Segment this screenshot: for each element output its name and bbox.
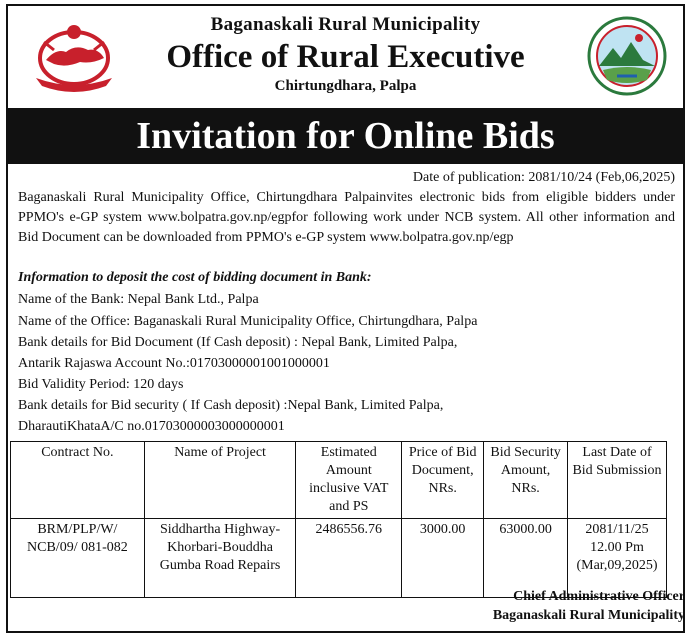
signature-block — [493, 587, 685, 625]
bank-section-title: Information to deposit the cost of bidding document in Bank: — [18, 270, 372, 285]
office-address: Chirtungdhara, Palpa — [274, 78, 417, 94]
municipality-name: Baganaskali Rural Municipality — [210, 14, 481, 35]
header-doc-price: Price of Bid Document, NRs. — [402, 442, 484, 519]
header-last-date: Last Date of Bid Submission — [568, 442, 667, 519]
cell-bid-security: 63000.00 — [484, 519, 568, 598]
header-estimated-amount: Estimated Amount inclusive VAT and PS — [296, 442, 402, 519]
signatory-org: Baganaskali Rural Municipality — [492, 608, 685, 623]
bid-validity: Bid Validity Period: 120 days — [18, 377, 184, 392]
municipality-logo-icon — [587, 16, 667, 96]
table-header-row — [11, 442, 667, 519]
cell-contract-no: BRM/PLP/W/ NCB/09/ 081-082 — [11, 519, 145, 598]
header-bid-security: Bid Security Amount, NRs. — [484, 442, 568, 519]
header-project-name: Name of Project — [144, 442, 296, 519]
security-account: DharautiKhataA/C no.01703000003000000001 — [18, 419, 285, 434]
revenue-account: Antarik Rajaswa Account No.:01703000001001000001 — [18, 356, 330, 371]
bid-document-bank: Bank details for Bid Document (If Cash deposit) : Nepal Bank, Limited Palpa, — [18, 335, 458, 350]
bids-table — [10, 441, 667, 598]
cell-project-name: Siddhartha Highway- Khorbari-Bouddha Gumba Road Repairs — [144, 519, 296, 598]
signatory-title: Chief Administrative Officer — [513, 589, 685, 604]
office-title: Office of Rural Executive — [166, 39, 525, 75]
office-name: Name of the Office: Baganaskali Rural Municipality Office, Chirtungdhara, Palpa — [18, 314, 478, 329]
notice-body — [18, 168, 675, 437]
header-contract-no: Contract No. — [11, 442, 145, 519]
cell-last-date: 2081/11/25 12.00 Pm (Mar,09,2025) — [568, 519, 667, 598]
cell-estimated-amount: 2486556.76 — [296, 519, 402, 598]
table-row — [11, 519, 667, 598]
notice-header — [8, 6, 683, 108]
notice-banner: Invitation for Online Bids — [8, 108, 683, 164]
cell-doc-price: 3000.00 — [402, 519, 484, 598]
bid-security-bank: Bank details for Bid security ( If Cash deposit) :Nepal Bank, Limited Palpa, — [18, 398, 444, 413]
publication-date: Date of publication: 2081/10/24 (Feb,06,2025) — [412, 170, 675, 185]
bank-name: Name of the Bank: Nepal Bank Ltd., Palpa — [18, 292, 259, 307]
intro-paragraph: Baganaskali Rural Municipality Office, Chirtungdhara Palpainvites electronic bids from eligible bidders under PPMO's e-GP system www.bolpatra.gov.np/egpfor following work under NCB system. All other information and Bid Document can be downloaded from PPMO's e-GP system www.bolpatra.gov.np/egp — [18, 190, 675, 245]
